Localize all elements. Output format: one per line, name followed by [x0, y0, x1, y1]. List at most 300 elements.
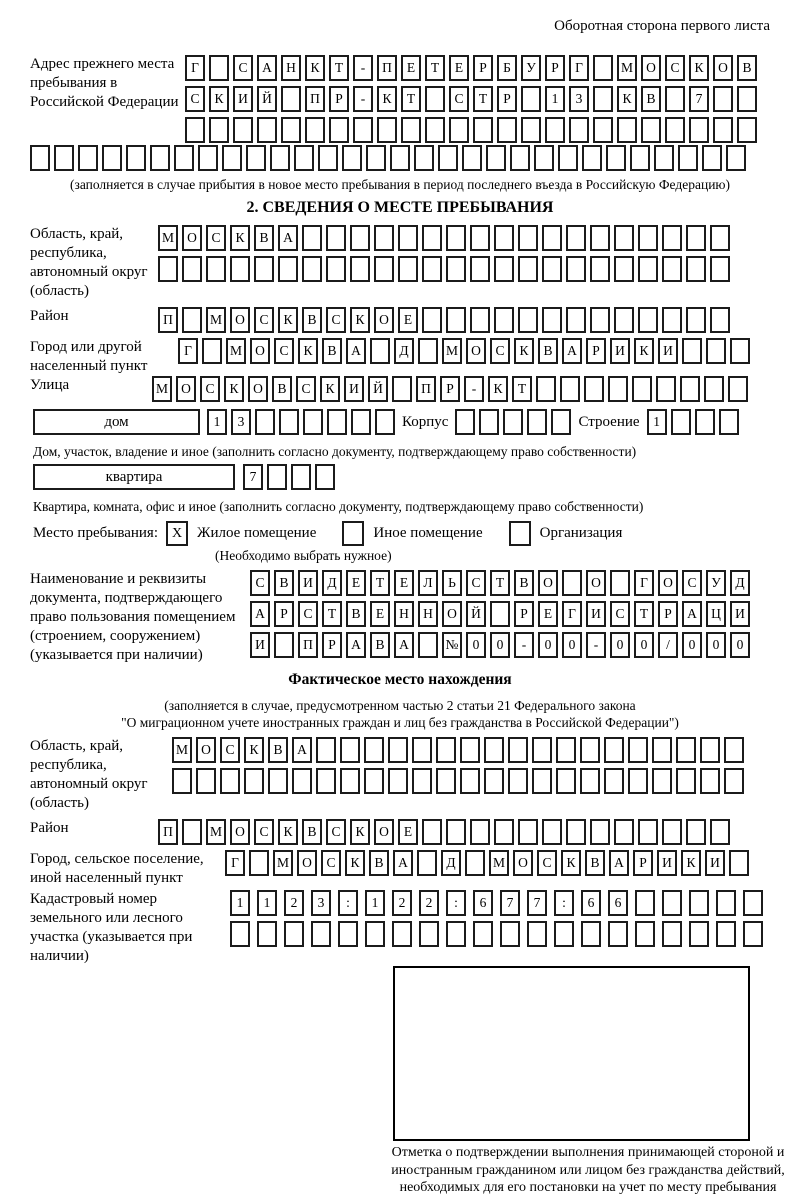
char-cell[interactable]	[303, 409, 323, 435]
char-cell[interactable]: Й	[257, 86, 277, 112]
char-cell[interactable]: Т	[473, 86, 493, 112]
char-cell[interactable]: 1	[647, 409, 667, 435]
char-cell[interactable]	[556, 768, 576, 794]
char-cell[interactable]	[728, 376, 748, 402]
char-cell[interactable]	[388, 768, 408, 794]
char-cell[interactable]: В	[370, 632, 390, 658]
char-cell[interactable]: А	[394, 632, 414, 658]
char-cell[interactable]	[562, 570, 582, 596]
char-cell[interactable]: И	[233, 86, 253, 112]
char-cell[interactable]	[446, 307, 466, 333]
char-cell[interactable]	[494, 819, 514, 845]
char-cell[interactable]: :	[554, 890, 574, 916]
char-cell[interactable]	[518, 256, 538, 282]
char-cell[interactable]	[608, 376, 628, 402]
char-cell[interactable]: К	[320, 376, 340, 402]
char-cell[interactable]: Р	[497, 86, 517, 112]
char-cell[interactable]: В	[302, 819, 322, 845]
char-cell[interactable]	[614, 225, 634, 251]
char-cell[interactable]	[580, 737, 600, 763]
char-cell[interactable]: 1	[230, 890, 250, 916]
char-cell[interactable]	[351, 409, 371, 435]
char-cell[interactable]	[614, 819, 634, 845]
char-cell[interactable]: Н	[394, 601, 414, 627]
char-cell[interactable]: Р	[586, 338, 606, 364]
char-cell[interactable]	[689, 117, 709, 143]
char-cell[interactable]: К	[298, 338, 318, 364]
char-cell[interactable]: И	[610, 338, 630, 364]
char-cell[interactable]	[436, 768, 456, 794]
char-cell[interactable]	[254, 256, 274, 282]
char-cell[interactable]: С	[200, 376, 220, 402]
char-cell[interactable]: П	[158, 307, 178, 333]
char-cell[interactable]: Б	[497, 55, 517, 81]
char-cell[interactable]: -	[586, 632, 606, 658]
char-cell[interactable]: В	[538, 338, 558, 364]
char-cell[interactable]	[695, 409, 715, 435]
char-cell[interactable]: 0	[466, 632, 486, 658]
char-cell[interactable]	[316, 737, 336, 763]
char-cell[interactable]: 3	[311, 890, 331, 916]
checkbox-other-premises[interactable]	[342, 521, 364, 546]
char-cell[interactable]	[614, 307, 634, 333]
char-cell[interactable]: 0	[706, 632, 726, 658]
char-cell[interactable]	[569, 117, 589, 143]
char-cell[interactable]: В	[322, 338, 342, 364]
char-cell[interactable]	[580, 768, 600, 794]
char-cell[interactable]	[340, 737, 360, 763]
char-cell[interactable]: 1	[257, 890, 277, 916]
char-cell[interactable]: Г	[178, 338, 198, 364]
char-cell[interactable]	[198, 145, 218, 171]
char-cell[interactable]: -	[514, 632, 534, 658]
char-cell[interactable]: К	[350, 307, 370, 333]
char-cell[interactable]: Е	[538, 601, 558, 627]
char-cell[interactable]: А	[346, 632, 366, 658]
char-cell[interactable]	[417, 850, 437, 876]
char-cell[interactable]	[604, 768, 624, 794]
char-cell[interactable]: И	[298, 570, 318, 596]
char-cell[interactable]	[78, 145, 98, 171]
char-cell[interactable]: С	[466, 570, 486, 596]
checkbox-organization[interactable]	[509, 521, 531, 546]
char-cell[interactable]	[126, 145, 146, 171]
char-cell[interactable]	[392, 376, 412, 402]
char-cell[interactable]	[610, 570, 630, 596]
char-cell[interactable]	[581, 921, 601, 947]
char-cell[interactable]: О	[182, 225, 202, 251]
char-cell[interactable]	[635, 921, 655, 947]
char-cell[interactable]	[342, 145, 362, 171]
char-cell[interactable]: М	[152, 376, 172, 402]
char-cell[interactable]: Е	[398, 819, 418, 845]
char-cell[interactable]	[185, 117, 205, 143]
char-cell[interactable]: 0	[730, 632, 750, 658]
char-cell[interactable]: 7	[527, 890, 547, 916]
char-cell[interactable]	[172, 768, 192, 794]
char-cell[interactable]: 7	[689, 86, 709, 112]
char-cell[interactable]	[350, 256, 370, 282]
char-cell[interactable]: Л	[418, 570, 438, 596]
char-cell[interactable]	[326, 225, 346, 251]
char-cell[interactable]	[462, 145, 482, 171]
char-cell[interactable]: Р	[329, 86, 349, 112]
char-cell[interactable]	[364, 737, 384, 763]
char-cell[interactable]: К	[278, 307, 298, 333]
char-cell[interactable]	[737, 86, 757, 112]
char-cell[interactable]	[182, 307, 202, 333]
char-cell[interactable]: В	[585, 850, 605, 876]
char-cell[interactable]: Г	[634, 570, 654, 596]
char-cell[interactable]	[542, 819, 562, 845]
char-cell[interactable]: В	[641, 86, 661, 112]
char-cell[interactable]: А	[609, 850, 629, 876]
char-cell[interactable]	[638, 225, 658, 251]
char-cell[interactable]	[518, 225, 538, 251]
char-cell[interactable]	[318, 145, 338, 171]
char-cell[interactable]: 0	[682, 632, 702, 658]
char-cell[interactable]	[422, 256, 442, 282]
char-cell[interactable]	[710, 307, 730, 333]
char-cell[interactable]: Н	[418, 601, 438, 627]
char-cell[interactable]: А	[292, 737, 312, 763]
char-cell[interactable]: О	[248, 376, 268, 402]
char-cell[interactable]	[508, 737, 528, 763]
char-cell[interactable]: С	[682, 570, 702, 596]
char-cell[interactable]	[556, 737, 576, 763]
char-cell[interactable]	[470, 256, 490, 282]
char-cell[interactable]	[743, 890, 763, 916]
char-cell[interactable]: Д	[394, 338, 414, 364]
char-cell[interactable]: К	[345, 850, 365, 876]
char-cell[interactable]: С	[220, 737, 240, 763]
char-cell[interactable]: М	[172, 737, 192, 763]
char-cell[interactable]: 0	[562, 632, 582, 658]
char-cell[interactable]: М	[273, 850, 293, 876]
char-cell[interactable]: 0	[634, 632, 654, 658]
char-cell[interactable]	[206, 256, 226, 282]
char-cell[interactable]: -	[353, 86, 373, 112]
char-cell[interactable]	[710, 256, 730, 282]
char-cell[interactable]: 0	[538, 632, 558, 658]
char-cell[interactable]	[719, 409, 739, 435]
char-cell[interactable]	[713, 117, 733, 143]
char-cell[interactable]	[158, 256, 178, 282]
char-cell[interactable]: О	[250, 338, 270, 364]
char-cell[interactable]	[246, 145, 266, 171]
char-cell[interactable]	[174, 145, 194, 171]
char-cell[interactable]	[230, 256, 250, 282]
char-cell[interactable]: С	[449, 86, 469, 112]
char-cell[interactable]	[662, 256, 682, 282]
char-cell[interactable]: К	[634, 338, 654, 364]
char-cell[interactable]: И	[344, 376, 364, 402]
char-cell[interactable]: Е	[370, 601, 390, 627]
char-cell[interactable]	[638, 307, 658, 333]
char-cell[interactable]	[700, 768, 720, 794]
char-cell[interactable]: И	[705, 850, 725, 876]
char-cell[interactable]	[590, 225, 610, 251]
char-cell[interactable]	[484, 768, 504, 794]
char-cell[interactable]: И	[658, 338, 678, 364]
char-cell[interactable]	[590, 307, 610, 333]
char-cell[interactable]	[518, 307, 538, 333]
char-cell[interactable]: П	[305, 86, 325, 112]
char-cell[interactable]: С	[326, 819, 346, 845]
char-cell[interactable]: К	[224, 376, 244, 402]
char-cell[interactable]	[500, 921, 520, 947]
char-cell[interactable]	[366, 145, 386, 171]
char-cell[interactable]: №	[442, 632, 462, 658]
char-cell[interactable]: О	[641, 55, 661, 81]
char-cell[interactable]: Г	[225, 850, 245, 876]
char-cell[interactable]	[233, 117, 253, 143]
char-cell[interactable]	[470, 307, 490, 333]
char-cell[interactable]: И	[657, 850, 677, 876]
char-cell[interactable]	[532, 768, 552, 794]
char-cell[interactable]	[327, 409, 347, 435]
char-cell[interactable]: Р	[545, 55, 565, 81]
char-cell[interactable]	[686, 307, 706, 333]
char-cell[interactable]: 3	[231, 409, 251, 435]
char-cell[interactable]	[338, 921, 358, 947]
char-cell[interactable]: У	[706, 570, 726, 596]
char-cell[interactable]	[398, 256, 418, 282]
char-cell[interactable]	[446, 225, 466, 251]
char-cell[interactable]	[737, 117, 757, 143]
char-cell[interactable]: М	[489, 850, 509, 876]
char-cell[interactable]: С	[321, 850, 341, 876]
char-cell[interactable]	[446, 256, 466, 282]
char-cell[interactable]: В	[737, 55, 757, 81]
char-cell[interactable]	[566, 225, 586, 251]
char-cell[interactable]: 1	[365, 890, 385, 916]
char-cell[interactable]	[374, 256, 394, 282]
char-cell[interactable]: К	[278, 819, 298, 845]
char-cell[interactable]: К	[681, 850, 701, 876]
char-cell[interactable]	[486, 145, 506, 171]
char-cell[interactable]	[641, 117, 661, 143]
char-cell[interactable]	[628, 768, 648, 794]
char-cell[interactable]: 1	[207, 409, 227, 435]
char-cell[interactable]	[656, 376, 676, 402]
char-cell[interactable]: О	[538, 570, 558, 596]
char-cell[interactable]: Т	[425, 55, 445, 81]
checkbox-residential[interactable]: X	[166, 521, 188, 546]
char-cell[interactable]	[374, 225, 394, 251]
char-cell[interactable]	[536, 376, 556, 402]
char-cell[interactable]: М	[617, 55, 637, 81]
char-cell[interactable]: -	[464, 376, 484, 402]
char-cell[interactable]	[545, 117, 565, 143]
char-cell[interactable]	[425, 86, 445, 112]
char-cell[interactable]: С	[206, 225, 226, 251]
char-cell[interactable]	[281, 117, 301, 143]
char-cell[interactable]: С	[274, 338, 294, 364]
char-cell[interactable]	[710, 225, 730, 251]
char-cell[interactable]	[202, 338, 222, 364]
char-cell[interactable]: А	[257, 55, 277, 81]
char-cell[interactable]: Г	[562, 601, 582, 627]
char-cell[interactable]	[315, 464, 335, 490]
char-cell[interactable]	[278, 256, 298, 282]
char-cell[interactable]	[292, 768, 312, 794]
char-cell[interactable]: :	[446, 890, 466, 916]
char-cell[interactable]: И	[250, 632, 270, 658]
char-cell[interactable]: 0	[490, 632, 510, 658]
char-cell[interactable]	[558, 145, 578, 171]
char-cell[interactable]	[676, 768, 696, 794]
char-cell[interactable]	[638, 256, 658, 282]
char-cell[interactable]	[542, 307, 562, 333]
char-cell[interactable]: А	[278, 225, 298, 251]
char-cell[interactable]	[503, 409, 523, 435]
char-cell[interactable]	[268, 768, 288, 794]
char-cell[interactable]: П	[416, 376, 436, 402]
char-cell[interactable]	[230, 921, 250, 947]
char-cell[interactable]	[584, 376, 604, 402]
char-cell[interactable]: -	[353, 55, 373, 81]
char-cell[interactable]	[419, 921, 439, 947]
char-cell[interactable]	[446, 819, 466, 845]
char-cell[interactable]	[527, 409, 547, 435]
char-cell[interactable]	[689, 921, 709, 947]
char-cell[interactable]: Т	[490, 570, 510, 596]
char-cell[interactable]	[350, 225, 370, 251]
char-cell[interactable]	[510, 145, 530, 171]
char-cell[interactable]	[326, 256, 346, 282]
char-cell[interactable]	[422, 307, 442, 333]
char-cell[interactable]	[209, 117, 229, 143]
char-cell[interactable]: А	[250, 601, 270, 627]
char-cell[interactable]: 2	[392, 890, 412, 916]
char-cell[interactable]: П	[377, 55, 397, 81]
char-cell[interactable]	[460, 737, 480, 763]
char-cell[interactable]: Е	[398, 307, 418, 333]
char-cell[interactable]	[302, 225, 322, 251]
char-cell[interactable]	[414, 145, 434, 171]
char-cell[interactable]: Т	[329, 55, 349, 81]
char-cell[interactable]	[662, 921, 682, 947]
char-cell[interactable]	[614, 256, 634, 282]
char-cell[interactable]: В	[346, 601, 366, 627]
char-cell[interactable]	[438, 145, 458, 171]
char-cell[interactable]	[484, 737, 504, 763]
char-cell[interactable]	[370, 338, 390, 364]
char-cell[interactable]	[521, 117, 541, 143]
char-cell[interactable]: О	[297, 850, 317, 876]
char-cell[interactable]: В	[514, 570, 534, 596]
char-cell[interactable]	[518, 819, 538, 845]
char-cell[interactable]	[465, 850, 485, 876]
char-cell[interactable]: К	[561, 850, 581, 876]
char-cell[interactable]	[270, 145, 290, 171]
char-cell[interactable]	[422, 819, 442, 845]
char-cell[interactable]: О	[176, 376, 196, 402]
char-cell[interactable]	[662, 819, 682, 845]
char-cell[interactable]	[150, 145, 170, 171]
char-cell[interactable]: П	[158, 819, 178, 845]
char-cell[interactable]: К	[488, 376, 508, 402]
char-cell[interactable]	[436, 737, 456, 763]
char-cell[interactable]: М	[206, 819, 226, 845]
char-cell[interactable]: Ь	[442, 570, 462, 596]
char-cell[interactable]	[729, 850, 749, 876]
char-cell[interactable]: У	[521, 55, 541, 81]
char-cell[interactable]: О	[513, 850, 533, 876]
char-cell[interactable]	[418, 338, 438, 364]
char-cell[interactable]	[724, 768, 744, 794]
char-cell[interactable]: К	[209, 86, 229, 112]
char-cell[interactable]: С	[610, 601, 630, 627]
char-cell[interactable]	[743, 921, 763, 947]
char-cell[interactable]: П	[298, 632, 318, 658]
char-cell[interactable]	[244, 768, 264, 794]
char-cell[interactable]: С	[490, 338, 510, 364]
char-cell[interactable]	[257, 921, 277, 947]
char-cell[interactable]	[390, 145, 410, 171]
char-cell[interactable]	[209, 55, 229, 81]
char-cell[interactable]: О	[230, 819, 250, 845]
char-cell[interactable]	[678, 145, 698, 171]
char-cell[interactable]	[353, 117, 373, 143]
char-cell[interactable]: Р	[658, 601, 678, 627]
char-cell[interactable]	[593, 55, 613, 81]
char-cell[interactable]	[494, 225, 514, 251]
char-cell[interactable]: 7	[500, 890, 520, 916]
char-cell[interactable]	[401, 117, 421, 143]
char-cell[interactable]	[365, 921, 385, 947]
char-cell[interactable]: И	[730, 601, 750, 627]
char-cell[interactable]	[284, 921, 304, 947]
char-cell[interactable]	[608, 921, 628, 947]
char-cell[interactable]: А	[346, 338, 366, 364]
char-cell[interactable]: Д	[322, 570, 342, 596]
char-cell[interactable]	[554, 921, 574, 947]
char-cell[interactable]	[418, 632, 438, 658]
char-cell[interactable]: С	[665, 55, 685, 81]
char-cell[interactable]	[425, 117, 445, 143]
char-cell[interactable]	[638, 819, 658, 845]
char-cell[interactable]: А	[562, 338, 582, 364]
char-cell[interactable]: К	[689, 55, 709, 81]
char-cell[interactable]: Т	[370, 570, 390, 596]
char-cell[interactable]	[582, 145, 602, 171]
char-cell[interactable]	[398, 225, 418, 251]
char-cell[interactable]	[460, 768, 480, 794]
char-cell[interactable]	[479, 409, 499, 435]
char-cell[interactable]	[671, 409, 691, 435]
char-cell[interactable]: Д	[441, 850, 461, 876]
char-cell[interactable]	[593, 86, 613, 112]
char-cell[interactable]: О	[586, 570, 606, 596]
char-cell[interactable]	[682, 338, 702, 364]
char-cell[interactable]: 1	[545, 86, 565, 112]
char-cell[interactable]: О	[658, 570, 678, 596]
char-cell[interactable]: Й	[368, 376, 388, 402]
char-cell[interactable]: /	[658, 632, 678, 658]
char-cell[interactable]: А	[393, 850, 413, 876]
char-cell[interactable]	[279, 409, 299, 435]
char-cell[interactable]	[329, 117, 349, 143]
char-cell[interactable]	[302, 256, 322, 282]
char-cell[interactable]	[412, 737, 432, 763]
char-cell[interactable]	[255, 409, 275, 435]
char-cell[interactable]	[392, 921, 412, 947]
char-cell[interactable]	[340, 768, 360, 794]
char-cell[interactable]	[305, 117, 325, 143]
char-cell[interactable]	[702, 145, 722, 171]
